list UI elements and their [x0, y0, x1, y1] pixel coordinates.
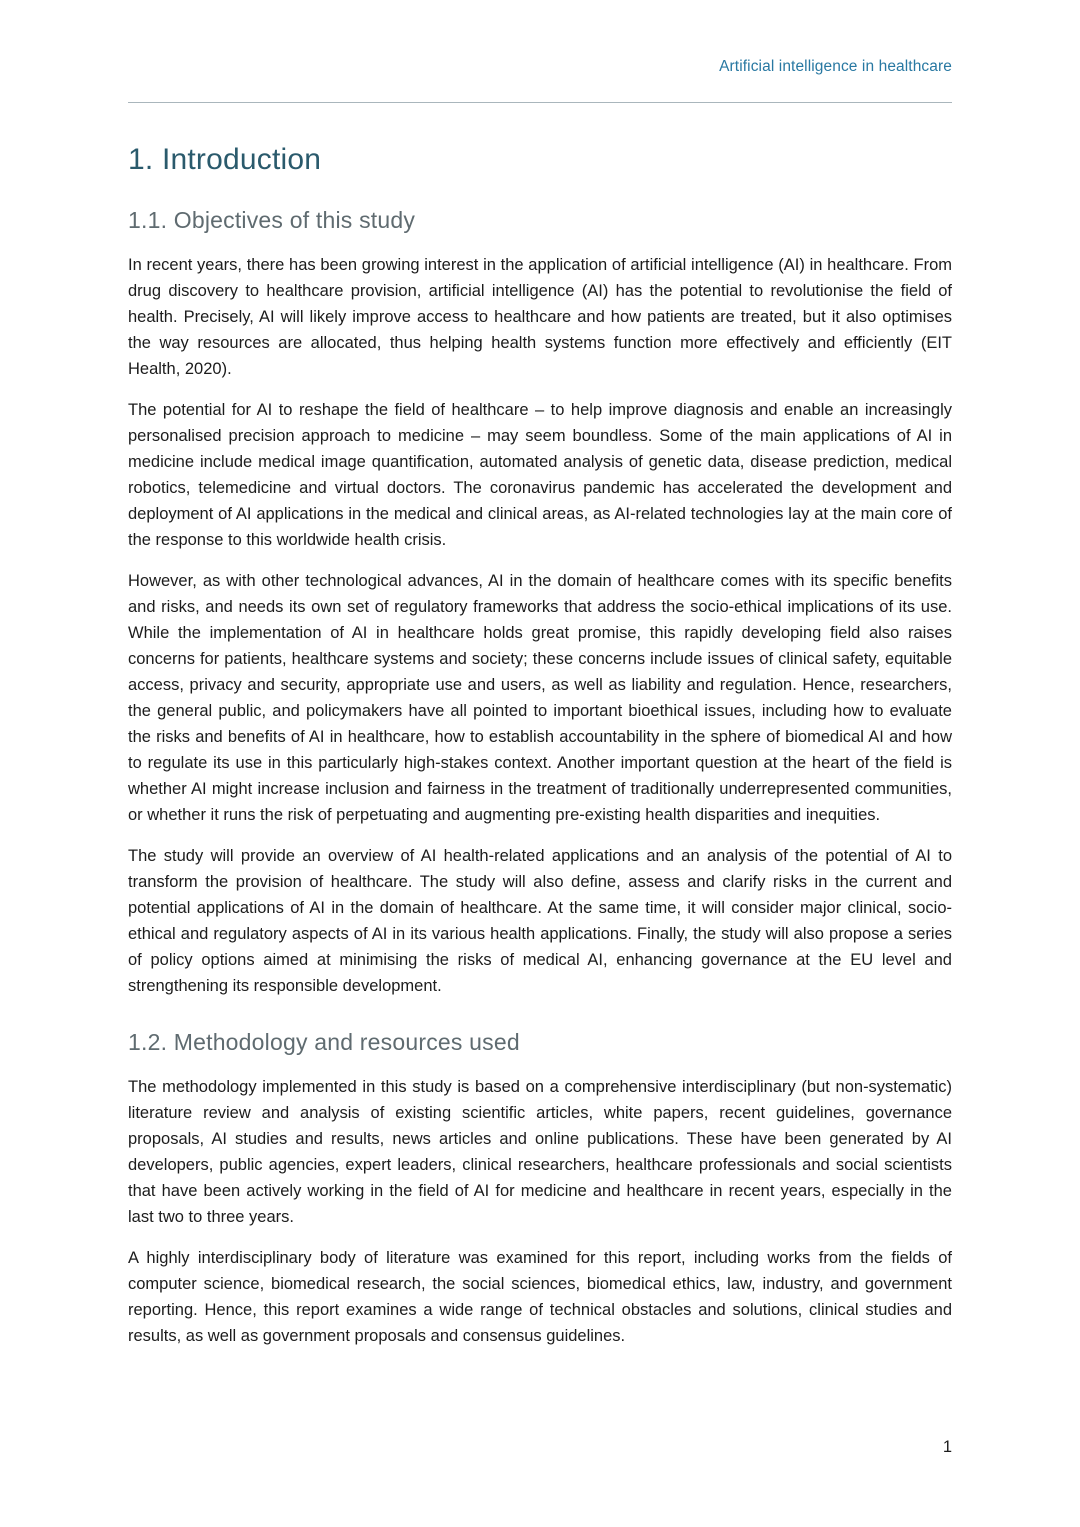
subsection-heading-methodology: 1.2. Methodology and resources used [128, 1029, 520, 1055]
paragraph-objectives-4: The study will provide an overview of AI health-related applications and an analysis of the potential of AI to transform the provision of healthcare. The study will also define, assess and clarify risks in the current and potential applications of AI in the domain of healthcare. At the same time, it will consider major clinical, socio-ethical and regulatory aspects of AI in its various health applications. Finally, the study will also propose a series of policy options aimed at minimising the risks of medical AI, enhancing governance at the EU level and strengthening its responsible development. [128, 847, 952, 995]
paragraph-methodology-1: The methodology implemented in this study is based on a comprehensive interdisciplinary (but non-systematic) literature review and analysis of existing scientific articles, white papers, recent guidelines, governance proposals, AI studies and results, news articles and online publications. These have been generated by AI developers, public agencies, expert leaders, clinical researchers, healthcare professionals and social scientists that have been actively working in the field of AI for medicine and healthcare in recent years, especially in the last two to three years. [128, 1078, 952, 1226]
paragraph-objectives-3: However, as with other technological advances, AI in the domain of healthcare comes with its specific benefits and risks, and needs its own set of regulatory frameworks that address the socio-ethical implications of its use. While the implementation of AI in healthcare holds great promise, this rapidly developing field also raises concerns for patients, healthcare systems and society; these concerns include issues of clinical safety, equitable access, privacy and security, appropriate use and users, as well as liability and regulation. Hence, researchers, the general public, and policymakers have all pointed to important bioethical issues, including how to evaluate the risks and benefits of AI in healthcare, how to establish accountability in the sphere of biomedical AI and how to regulate its use in this particularly high-stakes context. Another important question at the heart of the field is whether AI might increase inclusion and fairness in the treatment of traditionally underrepresented communities, or whether it runs the risk of perpetuating and augmenting pre-existing health disparities and inequities. [128, 572, 952, 824]
page-header [128, 58, 952, 103]
paragraph-methodology-2: A highly interdisciplinary body of literature was examined for this report, including works from the fields of computer science, biomedical research, the social sciences, biomedical ethics, law, industry, and government reporting. Hence, this report examines a wide range of technical obstacles and solutions, clinical studies and results, as well as government proposals and consensus guidelines. [128, 1249, 952, 1345]
section-heading-introduction: 1. Introduction [128, 143, 322, 176]
document-body [128, 143, 952, 1349]
paragraph-objectives-2: The potential for AI to reshape the field of healthcare – to help improve diagnosis and enable an increasingly personalised precision approach to medicine – may seem boundless. Some of the main applications of AI in medicine include medical image quantification, automated analysis of genetic data, disease prediction, medical robotics, telemedicine and virtual doctors. The coronavirus pandemic has accelerated the development and deployment of AI applications in the medical and clinical areas, as AI-related technologies lay at the main core of the response to this worldwide health crisis. [128, 401, 952, 549]
paragraph-objectives-1: In recent years, there has been growing interest in the application of artificial intelligence (AI) in healthcare. From drug discovery to healthcare provision, artificial intelligence (AI) has the potential to revolutionise the field of health. Precisely, AI will likely improve access to healthcare and how patients are treated, but it also optimises the way resources are allocated, thus helping health systems function more effectively and efficiently (EIT Health, 2020). [128, 256, 952, 378]
subsection-heading-objectives: 1.1. Objectives of this study [128, 207, 416, 233]
running-title: Artificial intelligence in healthcare [719, 58, 952, 75]
header-rule [128, 102, 952, 103]
page-number: 1 [942, 1438, 952, 1456]
